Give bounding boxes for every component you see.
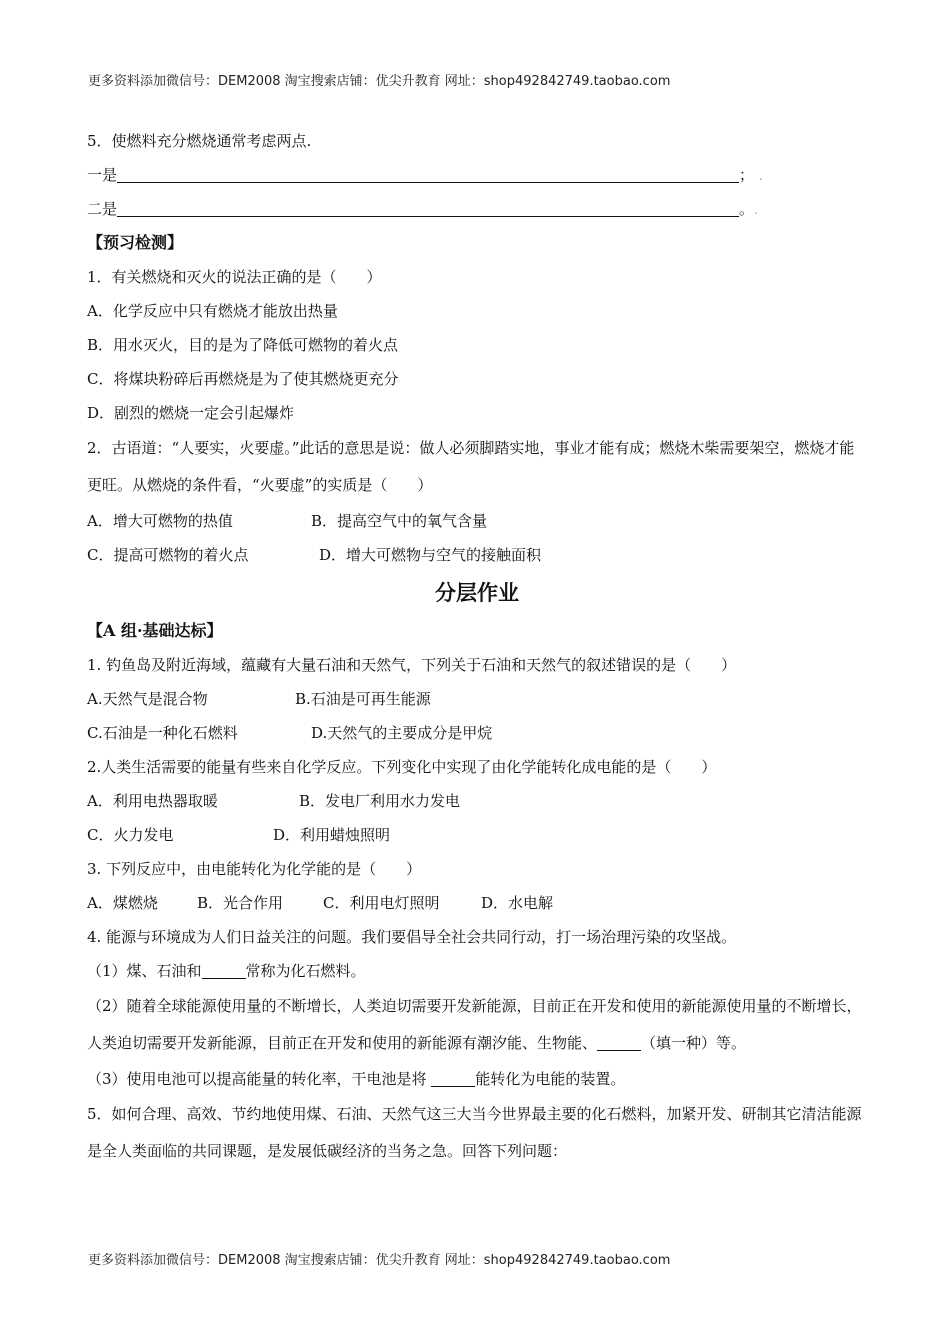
hw-q4-sub1-blank[interactable] — [202, 962, 246, 979]
q5-line-two: 二是 。. — [87, 200, 758, 218]
q5-two-blank[interactable] — [117, 198, 739, 217]
q5-two-end: 。 — [739, 200, 755, 218]
hw-q1-options-cd — [87, 716, 867, 750]
q5-one-prefix: 一是 — [87, 166, 118, 184]
hw-q4-sub2-text: （2）随着全球能源使用量的不断增长，人类迫切需要开发新能源，目前正在开发和使用的新能源使用量的不断增长，人类迫切需要开发新能源，目前正在开发和使用的新能源有潮汐能、生物能、 — [87, 997, 862, 1052]
q5-line-one: 一是 ； . — [87, 166, 763, 184]
preview-q2-option-d: D．增大可燃物与空气的接触面积 — [319, 546, 542, 564]
preview-q1-option-b: B．用水灭火，目的是为了降低可燃物的着火点 — [87, 336, 399, 354]
hw-q3-option-a: A．煤燃烧 — [87, 894, 158, 912]
document-body — [87, 124, 867, 1170]
hw-q2-options-ab — [87, 784, 867, 818]
hw-q1-option-c: C.石油是一种化石燃料 — [87, 724, 238, 742]
hw-q4-sub1-text: （1）煤、石油和 — [87, 962, 202, 980]
hw-q5-stem: 5．如何合理、高效、节约地使用煤、石油、天然气这三大当今世界最主要的化石燃料，加紧开发、研制其它清洁能源是全人类面临的共同课题，是发展低碳经济的当务之急。回答下列问题： — [87, 1105, 862, 1160]
hw-q2-option-a: A．利用电热器取暖 — [87, 792, 218, 810]
preview-q2-stem: 2．古语道：“人要实，火要虚。”此话的意思是说：做人必须脚踏实地，事业才能有成；燃烧木柴需要架空，燃烧才能更旺。从燃烧的条件看，“火要虚”的实质是（ ） — [87, 439, 855, 494]
preview-q1-option-d: D．剧烈的燃烧一定会引起爆炸 — [87, 404, 295, 422]
preview-q1-stem: 1．有关燃烧和灭火的说法正确的是（ ） — [87, 268, 382, 286]
hw-q1-option-a: A.天然气是混合物 — [87, 690, 208, 708]
page-header: 更多资料添加微信号：DEM2008 淘宝搜索店铺：优尖升教育 网址：shop492842749.taobao.com — [88, 74, 671, 89]
hw-q4-sub3-blank[interactable] — [431, 1070, 475, 1087]
preview-q1-option-c: C．将煤块粉碎后再燃烧是为了使其燃烧更充分 — [87, 370, 399, 388]
hw-q3-option-c: C．利用电灯照明 — [323, 894, 440, 912]
hw-q3-option-d: D．水电解 — [481, 894, 554, 912]
hw-q4-sub1-text-end: 常称为化石燃料。 — [245, 962, 366, 980]
hw-q4-sub2 — [87, 988, 867, 1062]
preview-q2-option-a: A．增大可燃物的热值 — [87, 512, 233, 530]
hw-q4-sub3-text: （3）使用电池可以提高能量的转化率，干电池是将 — [87, 1070, 432, 1088]
hw-q1-stem: 1. 钓鱼岛及附近海域，蕴藏有大量石油和天然气，下列关于石油和天然气的叙述错误的是（ ） — [87, 656, 737, 674]
preview-q2-options-ab — [87, 504, 867, 538]
hw-q2-option-b: B．发电厂利用水力发电 — [299, 792, 461, 810]
q5-intro: 5．使燃料充分燃烧通常考虑两点. — [87, 132, 312, 150]
hw-q2-option-d: D．利用蜡烛照明 — [273, 826, 391, 844]
preview-q2-option-b: B．提高空气中的氧气含量 — [311, 512, 488, 530]
q5-one-end: ； — [739, 166, 755, 184]
homework-title: 分层作业 — [435, 581, 519, 605]
hw-q3-option-b: B．光合作用 — [197, 894, 284, 912]
preview-q2-options-cd — [87, 538, 867, 572]
preview-heading: 【预习检测】 — [87, 233, 184, 252]
hw-q2-option-c: C．火力发电 — [87, 826, 174, 844]
q5-one-blank[interactable] — [117, 164, 739, 183]
hw-q2-options-cd — [87, 818, 867, 852]
page-footer: 更多资料添加微信号：DEM2008 淘宝搜索店铺：优尖升教育 网址：shop492842749.taobao.com — [88, 1253, 671, 1268]
hw-q1-option-b: B.石油是可再生能源 — [295, 690, 431, 708]
hw-q3-stem: 3. 下列反应中，由电能转化为化学能的是（ ） — [87, 860, 422, 878]
hw-q4-sub3 — [87, 1062, 867, 1096]
hw-q4-sub2-text-end: （填一种）等。 — [641, 1034, 747, 1052]
hw-q4-sub2-blank[interactable] — [597, 1034, 641, 1051]
hw-q4-sub3-text-end: 能转化为电能的装置。 — [475, 1070, 626, 1088]
hw-q2-stem: 2.人类生活需要的能量有些来自化学反应。下列变化中实现了由化学能转化成电能的是（ ） — [87, 758, 717, 776]
hw-q4-sub1 — [87, 954, 867, 988]
preview-q2-option-c: C．提高可燃物的着火点 — [87, 546, 249, 564]
preview-q1-option-a: A．化学反应中只有燃烧才能放出热量 — [87, 302, 338, 320]
hw-q3-options — [87, 886, 867, 920]
q5-two-prefix: 二是 — [87, 200, 118, 218]
group-a-heading: 【A 组·基础达标】 — [87, 621, 223, 640]
hw-q1-option-d: D.天然气的主要成分是甲烷 — [311, 724, 493, 742]
hw-q4-stem: 4. 能源与环境成为人们日益关注的问题。我们要倡导全社会共同行动，打一场治理污染的攻坚战。 — [87, 928, 737, 946]
hw-q1-options-ab — [87, 682, 867, 716]
